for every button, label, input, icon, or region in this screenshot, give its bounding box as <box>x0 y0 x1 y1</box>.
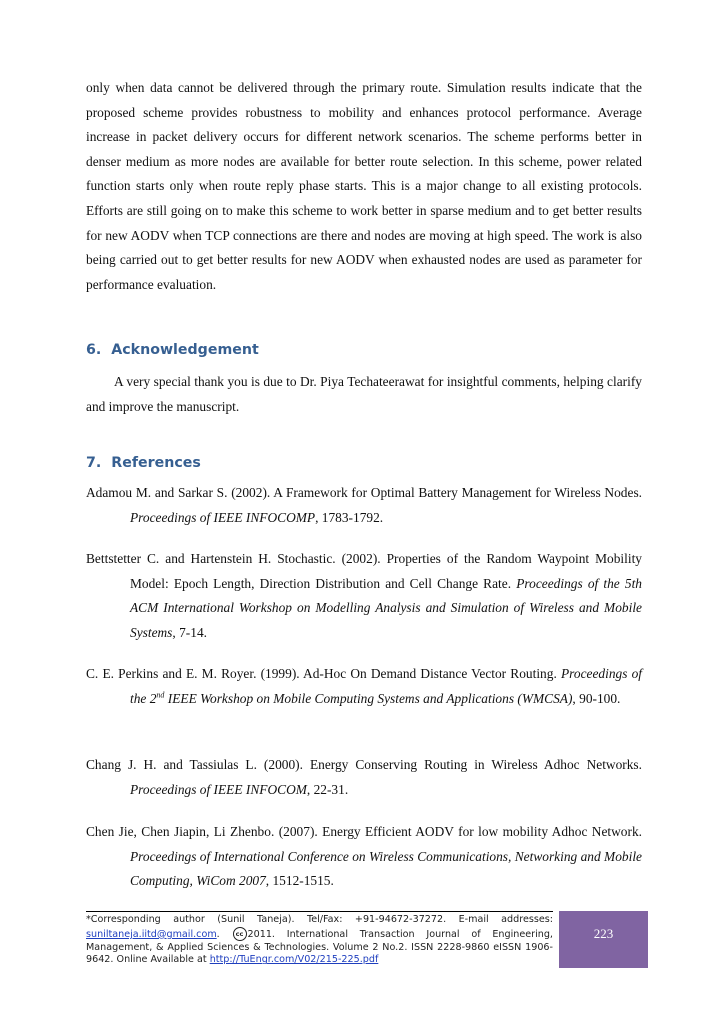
reference-pages: , 22-31. <box>306 781 349 797</box>
reference-item <box>86 662 642 711</box>
reference-venue: Proceedings of IEEE INFOCOMP <box>130 509 316 525</box>
reference-item <box>86 753 642 802</box>
reference-pages: , 90-100. <box>572 690 621 706</box>
footer-note <box>86 911 553 967</box>
reference-pages: , 1783-1792. <box>315 509 384 525</box>
reference-item <box>86 547 642 645</box>
reference-venue-part: Proceedings of the 2 <box>130 666 643 706</box>
intro-paragraph: only when data cannot be delivered through the primary route. Simulation results indicate that the proposed scheme provides robustness to mobility and enhances protocol performance. Average increase in packet delivery occurs for different network scenarios. The scheme performs better in denser medium as more nodes are available for better route selection. In this scheme, power related function starts only when route reply phase starts. This is a major change to all existing protocols. Efforts are still going on to make this scheme to work better in sparse medium and to get better results for new AODV when TCP connections are there and nodes are moving at high speed. The work is also being carried out to get better results for new AODV when exhausted nodes are used as parameter for performance evaluation. <box>86 80 642 292</box>
reference-authors: Bettstetter C. and Hartenstein H. Stochastic. (2002). Properties of the Random Waypoint Mobility Model: Epoch Length, Direction Distribution and Cell Change Rate. <box>86 551 642 591</box>
acknowledgement-text: A very special thank you is due to Dr. Piya Techateerawat for insightful comments, helping clarify and improve the manuscript. <box>86 374 642 414</box>
reference-authors: C. E. Perkins and E. M. Royer. (1999). Ad-Hoc On Demand Distance Vector Routing. <box>86 666 557 681</box>
footer-email-link[interactable]: suniltaneja.iitd@gmail.com <box>86 928 217 940</box>
references-title: References <box>111 455 201 471</box>
acknowledgement-heading <box>86 342 259 358</box>
reference-item <box>86 481 642 530</box>
references-number: 7. <box>86 455 102 471</box>
reference-venue-part: IEEE Workshop on Mobile Computing Systems and Applications (WMCSA) <box>164 690 573 706</box>
references-heading <box>86 455 201 471</box>
footer-url-link[interactable]: http://TuEngr.com/V02/215-225.pdf <box>209 954 379 966</box>
reference-authors: Chen Jie, Chen Jiapin, Li Zhenbo. (2007). Energy Efficient AODV for low mobility Adhoc Network. <box>86 824 642 839</box>
reference-authors: Adamou M. and Sarkar S. (2002). A Framework for Optimal Battery Management for Wireless Nodes. <box>86 485 642 500</box>
reference-authors: Chang J. H. and Tassiulas L. (2000). Energy Conserving Routing in Wireless Adhoc Networks. <box>86 757 642 772</box>
footer-copyright: 2011. International Transaction Journal of Engineering, Management, & Applied Sciences & Technologies. Volume 2 No.2. ISSN 2228-9860 eISSN 1906-9642. Online Available at <box>86 928 553 966</box>
reference-item <box>86 820 642 894</box>
footer-punctuation: . <box>216 928 220 940</box>
reference-pages: , 7-14. <box>172 624 207 640</box>
page-number: 223 <box>593 926 614 941</box>
page-number-box <box>559 911 648 968</box>
footer-corresponding-author: *Corresponding author (Sunil Taneja). Tel/Fax: +91-94672-37272. E-mail addresses: <box>86 914 553 925</box>
reference-pages: , 1512-1515. <box>265 873 334 889</box>
acknowledgement-number: 6. <box>86 342 102 358</box>
reference-venue: Proceedings of the 5th ACM International Workshop on Modelling Analysis and Simulation of Wireless and Mobile Systems <box>130 575 642 640</box>
creative-commons-icon: cc <box>233 927 247 941</box>
reference-venue: Proceedings of IEEE INFOCOM <box>130 781 307 797</box>
reference-venue: Proceedings of International Conference on Wireless Communications, Networking and Mobile Computing, WiCom 2007 <box>130 848 642 889</box>
reference-venue-superscript: nd <box>156 690 165 700</box>
acknowledgement-title: Acknowledgement <box>111 342 259 358</box>
